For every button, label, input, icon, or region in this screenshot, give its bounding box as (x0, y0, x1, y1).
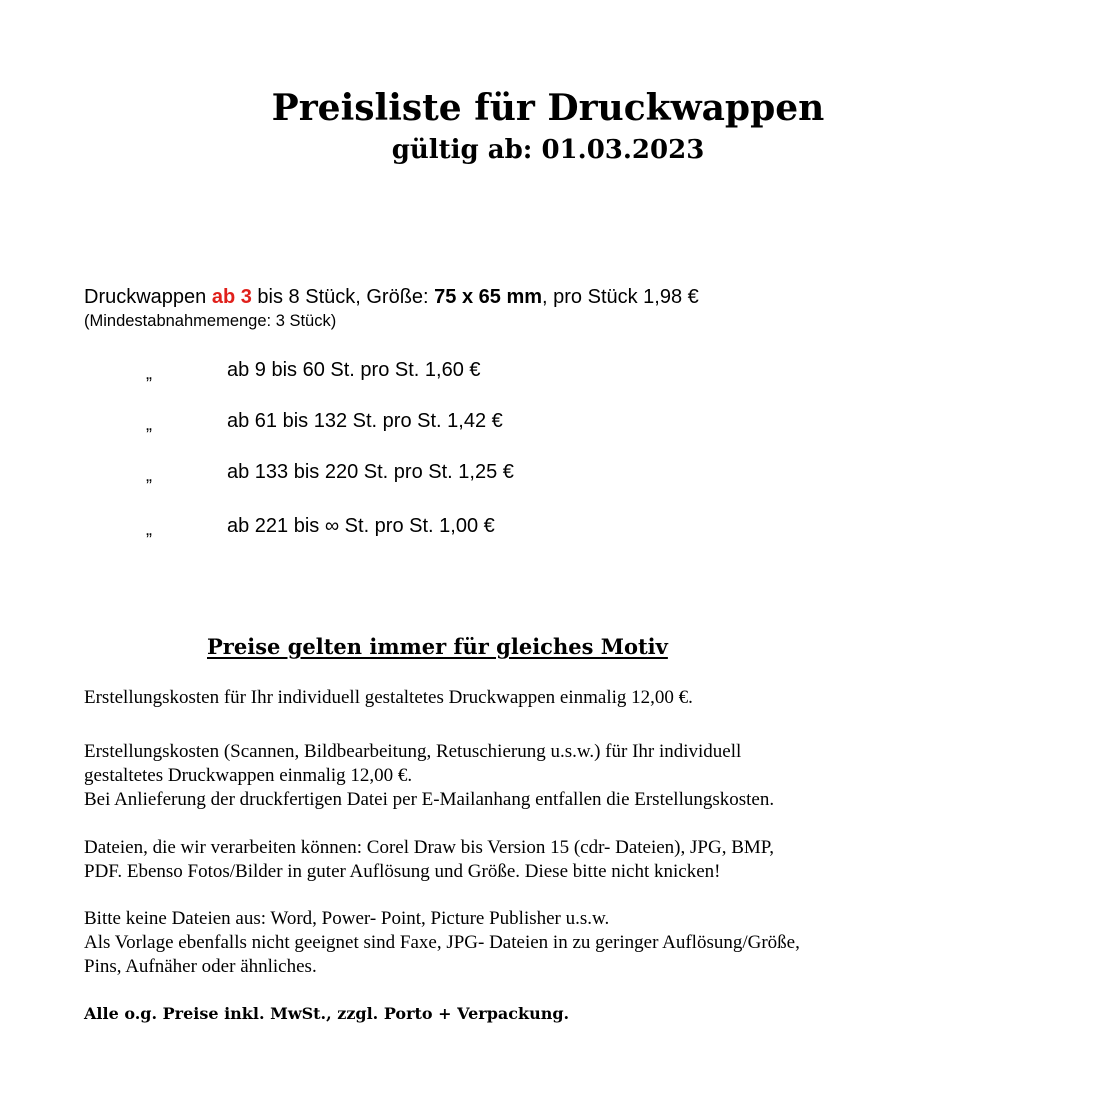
minimum-quantity-highlight: ab 3 (211, 286, 252, 308)
paragraph-line: Erstellungskosten (Scannen, Bildbearbeitung, Retuschierung u.s.w.) für Ihr individuell (84, 741, 742, 762)
main-offer-middle: bis 8 Stück, Größe: (251, 286, 435, 308)
paragraph-line: Als Vorlage ebenfalls nicht geeignet sind Faxe, JPG- Dateien in zu geringer Auflösung/Größe, (84, 932, 800, 953)
price-tier-text: ab 61 bis 132 St. pro St. 1,42 € (227, 410, 503, 432)
price-footer-note: Alle o.g. Preise inkl. MwSt., zzgl. Porto + Verpackung. (84, 1004, 570, 1023)
ditto-mark: „ (146, 363, 152, 383)
paragraph-unsupported-files (84, 907, 1044, 979)
price-tier-text: ab 133 bis 220 St. pro St. 1,25 € (227, 461, 514, 483)
price-tier-text: ab 9 bis 60 St. pro St. 1,60 € (227, 359, 481, 381)
paragraph-file-formats (84, 836, 1044, 884)
valid-from-date: gültig ab: 01.03.2023 (391, 135, 705, 165)
minimum-order-note: (Mindestabnahmemenge: 3 Stück) (84, 312, 337, 330)
price-tier (0, 459, 1096, 489)
page-title: Preisliste für Druckwappen (271, 87, 825, 129)
ditto-mark: „ (146, 414, 152, 434)
main-offer-prefix: Druckwappen (84, 286, 212, 308)
paragraph-line: Pins, Aufnäher oder ähnliches. (84, 956, 317, 977)
price-tier (0, 357, 1096, 387)
size-value: 75 x 65 mm (434, 286, 543, 308)
paragraph-line: PDF. Ebenso Fotos/Bilder in guter Auflösung und Größe. Diese bitte nicht knicken! (84, 861, 721, 882)
paragraph-scan-cost (84, 740, 1044, 812)
ditto-mark: „ (146, 465, 152, 485)
motiv-heading: Preise gelten immer für gleiches Motiv (207, 634, 668, 659)
price-tier (0, 408, 1096, 438)
price-tier (0, 513, 1096, 543)
paragraph-line: Bitte keine Dateien aus: Word, Power- Point, Picture Publisher u.s.w. (84, 908, 610, 929)
main-offer-line (84, 284, 699, 310)
paragraph-line: Dateien, die wir verarbeiten können: Corel Draw bis Version 15 (cdr- Dateien), JPG, BMP, (84, 837, 774, 858)
paragraph-line: gestaltetes Druckwappen einmalig 12,00 €. (84, 765, 413, 786)
paragraph-creation-cost (84, 686, 1044, 710)
ditto-mark: „ (146, 519, 152, 539)
paragraph-line: Erstellungskosten für Ihr individuell gestaltetes Druckwappen einmalig 12,00 €. (84, 687, 693, 708)
main-offer-price: , pro Stück 1,98 € (542, 286, 699, 308)
price-tier-text: ab 221 bis ∞ St. pro St. 1,00 € (227, 515, 495, 537)
paragraph-line: Bei Anlieferung der druckfertigen Datei per E-Mailanhang entfallen die Erstellungskosten. (84, 789, 775, 810)
